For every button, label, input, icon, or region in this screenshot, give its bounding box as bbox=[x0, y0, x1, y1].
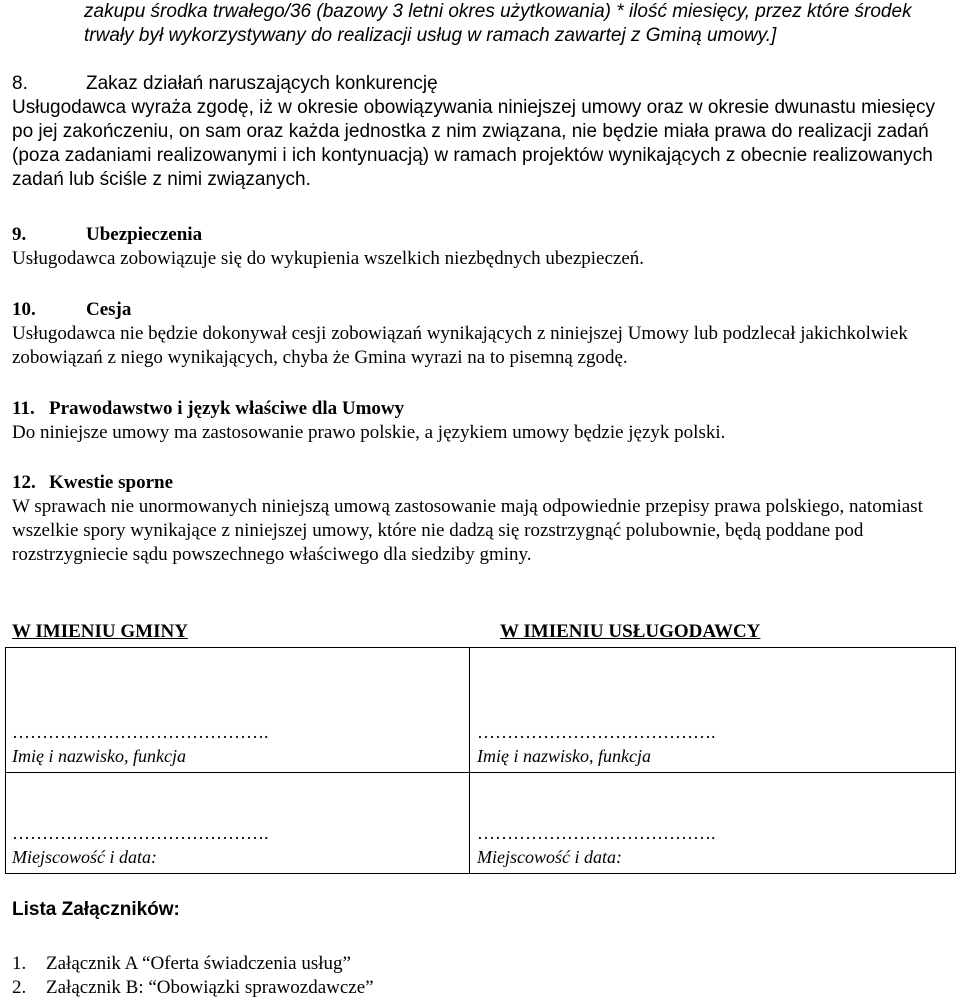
section-body: Usługodawca nie będzie dokonywał cesji zobowiązań wynikających z niniejszej Umowy lub podzlecał jakichkolwiek zobowiązań z niego wynikających, chyba że Gmina wyrazi na to pisemną zgodę. bbox=[12, 323, 908, 368]
section-9 bbox=[12, 223, 958, 271]
attachment-item bbox=[12, 976, 374, 1000]
section-number: 12. bbox=[12, 472, 36, 493]
section-body: W sprawach nie unormowanych niniejszą umową zastosowanie mają odpowiednie przepisy prawa polskiego, natomiast wszelkie spory wynikające z niniejszej umowy, które nie dadzą się rozstrzygnąć polubownie, będą poddane pod rozstrzygniecie sądu powszechnego właściwego dla siedziby gminy. bbox=[12, 496, 923, 565]
attachment-text: Załącznik A “Oferta świadczenia usług” bbox=[46, 953, 351, 974]
section-body: Usługodawca wyraża zgodę, iż w okresie obowiązywania niniejszej umowy oraz w okresie dwunastu miesięcy po jej zakończeniu, on sam oraz każda jednostka z nim związana, nie będzie miała prawa do realizacji zadań (poza zadaniami realizowanymi i ich kontynuacją) w ramach projektów wynikających z obecnie realizowanych zadań lub ściśle z nimi związanych. bbox=[12, 97, 935, 190]
caption-name-function-left: Imię i nazwisko, funkcja bbox=[12, 746, 186, 766]
signature-dots-name-left: ……………………………………. bbox=[12, 722, 269, 742]
attachments-heading: Lista Załączników: bbox=[12, 899, 180, 920]
attachment-number: 2. bbox=[12, 977, 27, 998]
signature-dots-place-left: ……………………………………. bbox=[12, 823, 269, 843]
section-title: Kwestie sporne bbox=[49, 472, 174, 493]
section-11 bbox=[12, 397, 958, 445]
attachment-text: Załącznik B: “Obowiązki sprawozdawcze” bbox=[46, 977, 374, 998]
section-10 bbox=[12, 298, 958, 370]
section-number: 11. bbox=[12, 398, 35, 419]
section-heading bbox=[12, 223, 958, 247]
section-number: 9. bbox=[12, 224, 27, 245]
section-body: Do niniejsze umowy ma zastosowanie prawo polskie, a językiem umowy będzie język polski. bbox=[12, 422, 726, 443]
section-body: Usługodawca zobowiązuje się do wykupienia wszelkich niezbędnych ubezpieczeń. bbox=[12, 248, 645, 269]
section-12 bbox=[12, 471, 958, 567]
caption-name-function-right: Imię i nazwisko, funkcja bbox=[477, 746, 651, 766]
attachment-item bbox=[12, 952, 351, 976]
section-heading bbox=[12, 471, 958, 495]
section-heading bbox=[12, 397, 958, 421]
section-number: 8. bbox=[12, 73, 28, 94]
signature-dots-place-right: …………………………………. bbox=[477, 823, 716, 843]
caption-place-date-right: Miejscowość i data: bbox=[477, 847, 622, 867]
signature-dots-name-right: …………………………………. bbox=[477, 722, 716, 742]
section-title: Zakaz działań naruszających konkurencję bbox=[86, 73, 438, 94]
section-title: Prawodawstwo i język właściwe dla Umowy bbox=[49, 398, 405, 419]
section-title: Cesja bbox=[86, 299, 132, 320]
attachment-number: 1. bbox=[12, 953, 27, 974]
section-number: 10. bbox=[12, 299, 36, 320]
section-heading bbox=[12, 72, 958, 96]
caption-place-date-left: Miejscowość i data: bbox=[12, 847, 157, 867]
signature-heading-uslugodawca: W IMIENIU USŁUGODAWCY bbox=[500, 621, 761, 642]
section-8 bbox=[12, 72, 958, 192]
intro-paragraph: zakupu środka trwałego/36 (bazowy 3 letni okres użytkowania) * ilość miesięcy, przez które środek trwały był wykorzystywany do realizacji usług w ramach zawartej z Gminą umowy.] bbox=[84, 1, 912, 46]
signature-heading-gmina: W IMIENIU GMINY bbox=[12, 621, 188, 642]
section-heading bbox=[12, 298, 958, 322]
section-title: Ubezpieczenia bbox=[86, 224, 203, 245]
